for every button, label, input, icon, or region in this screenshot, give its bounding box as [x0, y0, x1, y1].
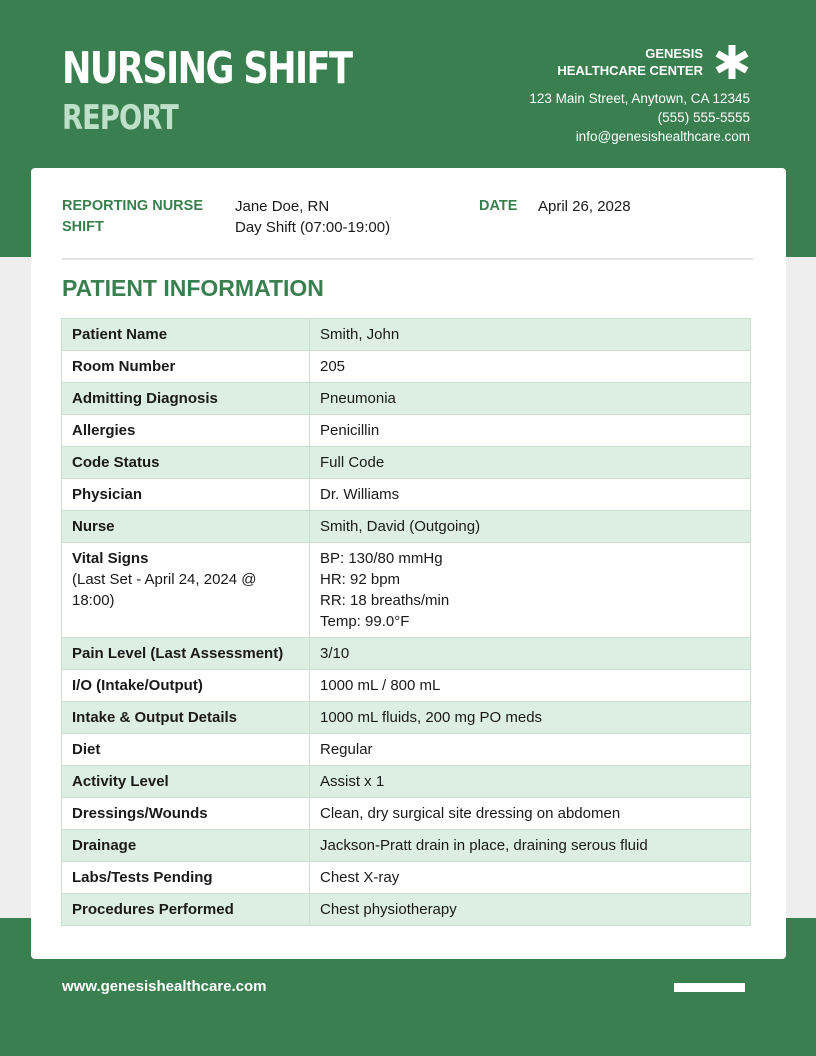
- row-label: Pain Level (Last Assessment): [62, 638, 310, 670]
- row-value: Regular: [310, 734, 751, 766]
- date-label: DATE: [479, 198, 518, 214]
- organization-name-line1: GENESIS: [645, 46, 703, 61]
- vital-sign-bp: BP: 130/80 mmHg: [320, 550, 443, 567]
- table-row: [62, 415, 751, 447]
- table-row: [62, 383, 751, 415]
- organization-name: [443, 45, 703, 79]
- reporting-nurse-value: Jane Doe, RN: [235, 198, 330, 215]
- report-title: NURSING SHIFT: [62, 43, 352, 94]
- row-value: Penicillin: [310, 415, 751, 447]
- vital-sign-temp: Temp: 99.0°F: [320, 613, 410, 630]
- row-label: Labs/Tests Pending: [62, 862, 310, 894]
- table-row: [62, 319, 751, 351]
- row-label: Room Number: [62, 351, 310, 383]
- table-row: [62, 766, 751, 798]
- row-label: Activity Level: [62, 766, 310, 798]
- date-value: April 26, 2028: [538, 198, 631, 215]
- row-label: I/O (Intake/Output): [62, 670, 310, 702]
- row-value: Jackson-Pratt drain in place, draining serous fluid: [310, 830, 751, 862]
- row-label: Diet: [62, 734, 310, 766]
- row-value: 205: [310, 351, 751, 383]
- table-row: [62, 734, 751, 766]
- patient-information-title: PATIENT INFORMATION: [62, 275, 324, 301]
- patient-information-table: [61, 318, 751, 926]
- row-label: Code Status: [62, 447, 310, 479]
- table-row: [62, 351, 751, 383]
- report-card: [31, 168, 786, 959]
- row-value: [310, 543, 751, 638]
- row-value: Smith, David (Outgoing): [310, 511, 751, 543]
- row-label: [62, 543, 310, 638]
- row-label: Procedures Performed: [62, 894, 310, 926]
- row-value: Chest physiotherapy: [310, 894, 751, 926]
- reporting-nurse-label: REPORTING NURSE: [62, 198, 203, 214]
- organization-contact: [430, 89, 750, 146]
- table-row: [62, 894, 751, 926]
- organization-address: 123 Main Street, Anytown, CA 12345: [529, 91, 750, 106]
- table-row: [62, 638, 751, 670]
- section-divider: [62, 258, 753, 260]
- row-value: Smith, John: [310, 319, 751, 351]
- row-label: Physician: [62, 479, 310, 511]
- row-value: Assist x 1: [310, 766, 751, 798]
- row-label: Allergies: [62, 415, 310, 447]
- row-label: Drainage: [62, 830, 310, 862]
- shift-value: Day Shift (07:00-19:00): [235, 219, 391, 236]
- table-row: [62, 702, 751, 734]
- shift-label: SHIFT: [62, 219, 104, 235]
- vital-sign-rr: RR: 18 breaths/min: [320, 592, 450, 609]
- organization-email: info@genesishealthcare.com: [575, 129, 750, 144]
- table-row: [62, 830, 751, 862]
- row-value: Chest X-ray: [310, 862, 751, 894]
- table-row: [62, 479, 751, 511]
- row-label: Nurse: [62, 511, 310, 543]
- row-value: 1000 mL fluids, 200 mg PO meds: [310, 702, 751, 734]
- organization-name-line2: HEALTHCARE CENTER: [557, 63, 703, 78]
- row-value: Pneumonia: [310, 383, 751, 415]
- row-value: Clean, dry surgical site dressing on abdomen: [310, 798, 751, 830]
- row-label: Dressings/Wounds: [62, 798, 310, 830]
- table-row: [62, 862, 751, 894]
- row-value: Dr. Williams: [310, 479, 751, 511]
- row-label: Admitting Diagnosis: [62, 383, 310, 415]
- organization-phone: (555) 555-5555: [657, 110, 750, 125]
- table-row: [62, 670, 751, 702]
- row-label: Patient Name: [62, 319, 310, 351]
- vital-signs-timestamp: (Last Set - April 24, 2024 @ 18:00): [72, 571, 257, 609]
- row-value: Full Code: [310, 447, 751, 479]
- row-value: 3/10: [310, 638, 751, 670]
- row-label: Intake & Output Details: [62, 702, 310, 734]
- row-value: 1000 mL / 800 mL: [310, 670, 751, 702]
- report-subtitle: REPORT: [62, 98, 179, 138]
- table-row: [62, 447, 751, 479]
- table-row-vital-signs: [62, 543, 751, 638]
- asterisk-icon: [712, 42, 752, 82]
- vital-signs-label: Vital Signs: [72, 550, 149, 567]
- vital-sign-hr: HR: 92 bpm: [320, 571, 401, 588]
- footer-decorative-bar: [674, 983, 745, 992]
- table-row: [62, 798, 751, 830]
- footer-website-link[interactable]: www.genesishealthcare.com: [62, 978, 267, 995]
- table-row: [62, 511, 751, 543]
